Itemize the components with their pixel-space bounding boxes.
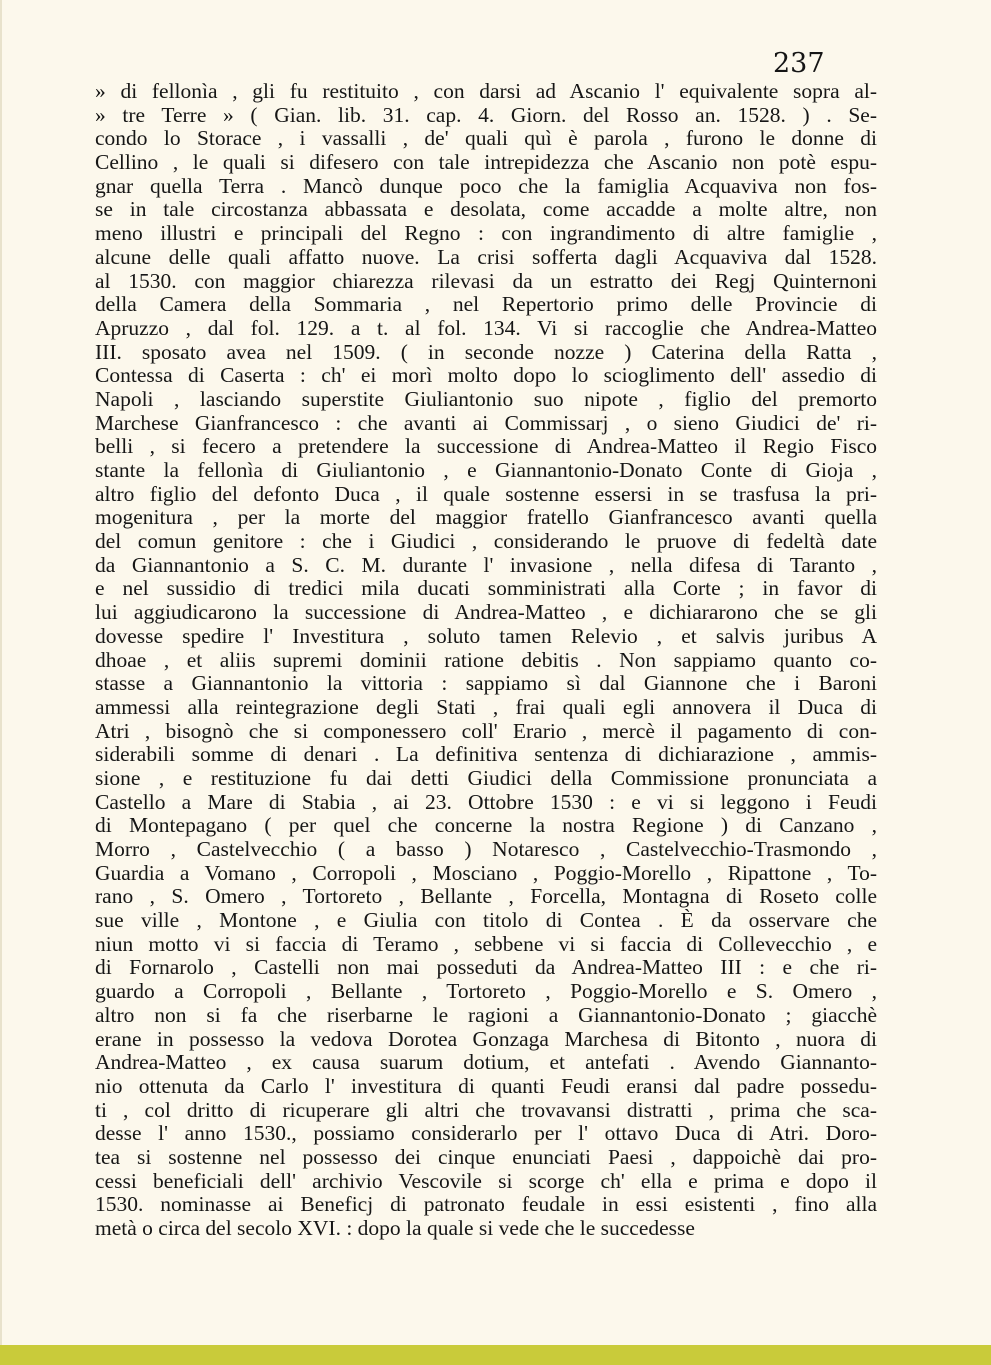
text-line: dovesse spedire l' Investitura , soluto tamen Relevio , et salvis juribus A [95, 624, 877, 648]
text-line: meno illustri e principali del Regno : con ingrandimento di altre famiglie , [95, 222, 877, 246]
text-line: di Fornarolo , Castelli non mai posseduti da Andrea-Matteo III : e che ri- [95, 956, 877, 980]
text-line: sue ville , Montone , e Giulia con titolo di Contea . È da osservare che [95, 909, 877, 933]
text-line: erane in possesso la vedova Dorotea Gonzaga Marchesa di Bitonto , nuora di [95, 1027, 877, 1051]
text-line: Apruzzo , dal fol. 129. a t. al fol. 134. Vi si raccoglie che Andrea-Matteo [95, 316, 877, 340]
text-line: Morro , Castelvecchio ( a basso ) Notaresco , Castelvecchio-Trasmondo , [95, 838, 877, 861]
text-line: 1530. nominasse ai Beneficj di patronato feudale in essi esistenti , fino alla [95, 1193, 877, 1217]
text-line: del comun genitore : che i Giudici , considerando le pruove di fedeltà date [95, 530, 877, 554]
text-line: rano , S. Omero , Tortoreto , Bellante , Forcella, Montagna di Roseto colle [95, 885, 877, 909]
text-line: Castello a Mare di Stabia , ai 23. Ottobre 1530 : e vi si leggono i Feudi [95, 790, 877, 814]
text-line: se in tale circostanza abbassata e desolata, come accadde a molte altre, non [95, 198, 877, 222]
text-line: da Giannantonio a S. C. M. durante l' invasione , nella difesa di Taranto , [95, 553, 877, 577]
text-line: Atri , bisognò che si componessero coll' Erario , mercè il pagamento di con- [95, 719, 877, 743]
text-line: al 1530. con maggior chiarezza rilevasi da un estratto dei Regj Quinternoni [95, 269, 877, 293]
text-line: guardo a Corropoli , Bellante , Tortoreto , Poggio-Morello e S. Omero , [95, 980, 877, 1004]
text-line: altro figlio del defonto Duca , il quale sostenne essersi in se trasfusa la pri- [95, 482, 877, 506]
text-line: ti , col dritto di ricuperare gli altri che trovavansi distratti , prima che sca- [95, 1098, 877, 1122]
text-line: altro non si fa che riserbarne le ragioni a Giannantonio-Donato ; giacchè [95, 1003, 877, 1027]
text-line: ammessi alla reintegrazione degli Stati , frai quali egli annovera il Duca di [95, 695, 877, 719]
text-line: gnar quella Terra . Mancò dunque poco che la famiglia Acquaviva non fos- [95, 174, 877, 198]
bottom-edge-strip [0, 1345, 991, 1365]
text-line: di Montepagano ( per quel che concerne la nostra Regione ) di Canzano , [95, 814, 877, 838]
text-line: Contessa di Caserta : ch' ei morì molto dopo lo scioglimento dell' assedio di [95, 364, 877, 388]
text-line: nio ottenuta da Carlo l' investitura di quanti Feudi eransi dal padre possedu- [95, 1074, 877, 1098]
text-line: tea si sostenne nel possesso dei cinque enunciati Paesi , dappoichè dai pro- [95, 1145, 877, 1169]
text-line: dhoae , et aliis supremi dominii ratione debitis . Non sappiamo quanto co- [95, 648, 877, 672]
text-line: III. sposato avea nel 1509. ( in seconde nozze ) Caterina della Ratta , [95, 340, 877, 364]
text-line: Napoli , lasciando superstite Giuliantonio suo nipote , figlio del premorto [95, 387, 877, 411]
text-line: Andrea-Matteo , ex causa suarum dotium, et antefati . Avendo Giannanto- [95, 1051, 877, 1075]
body-text [95, 80, 877, 1241]
text-line: cessi beneficiali dell' archivio Vescovile si scorge ch' ella e prima e dopo il [95, 1169, 877, 1193]
text-line: niun motto vi si faccia di Teramo , sebbene vi si faccia di Collevecchio , e [95, 932, 877, 956]
text-line: metà o circa del secolo XVI. : dopo la quale si vede che le succedesse [95, 1217, 695, 1240]
text-line: della Camera della Sommaria , nel Repertorio primo delle Provincie di [95, 293, 877, 317]
text-line: e nel sussidio di tredici mila ducati somministrati alla Corte ; in favor di [95, 577, 877, 601]
text-line: lui aggiudicarono la successione di Andrea-Matteo , e dichiararono che se gli [95, 601, 877, 625]
page-number: 237 [773, 48, 825, 79]
text-line: mogenitura , per la morte del maggior fratello Gianfrancesco avanti quella [95, 506, 877, 530]
text-line: sione , e restituzione fu dai detti Giudici della Commissione pronunciata a [95, 766, 877, 790]
text-line: belli , si fecero a pretendere la successione di Andrea-Matteo il Regio Fisco [95, 435, 877, 459]
text-line: stasse a Giannantonio la vittoria : sappiamo sì dal Giannone che i Baroni [95, 672, 877, 696]
text-line: condo lo Storace , i vassalli , de' quali quì è parola , furono le donne di [95, 127, 877, 151]
text-line: Marchese Gianfrancesco : che avanti ai Commissarj , o sieno Giudici de' ri- [95, 411, 877, 435]
text-line: desse l' anno 1530., possiamo considerarlo per l' ottavo Duca di Atri. Doro- [95, 1122, 877, 1146]
text-line: » tre Terre » ( Gian. lib. 31. cap. 4. Giorn. del Rosso an. 1528. ) . Se- [95, 103, 877, 127]
text-line: » di fellonìa , gli fu restituito , con darsi ad Ascanio l' equivalente sopra al- [95, 80, 877, 103]
text-line: Cellino , le quali si difesero con tale intrepidezza che Ascanio non potè espu- [95, 151, 877, 175]
text-line: Guardia a Vomano , Corropoli , Mosciano , Poggio-Morello , Ripattone , To- [95, 861, 877, 885]
text-line: stante la fellonìa di Giuliantonio , e Giannantonio-Donato Conte di Gioja , [95, 459, 877, 482]
text-line: alcune delle quali affatto nuove. La crisi sofferta dagli Acquaviva dal 1528. [95, 245, 877, 269]
text-line: siderabili somme di denari . La definitiva sentenza di dichiarazione , ammis- [95, 743, 877, 767]
